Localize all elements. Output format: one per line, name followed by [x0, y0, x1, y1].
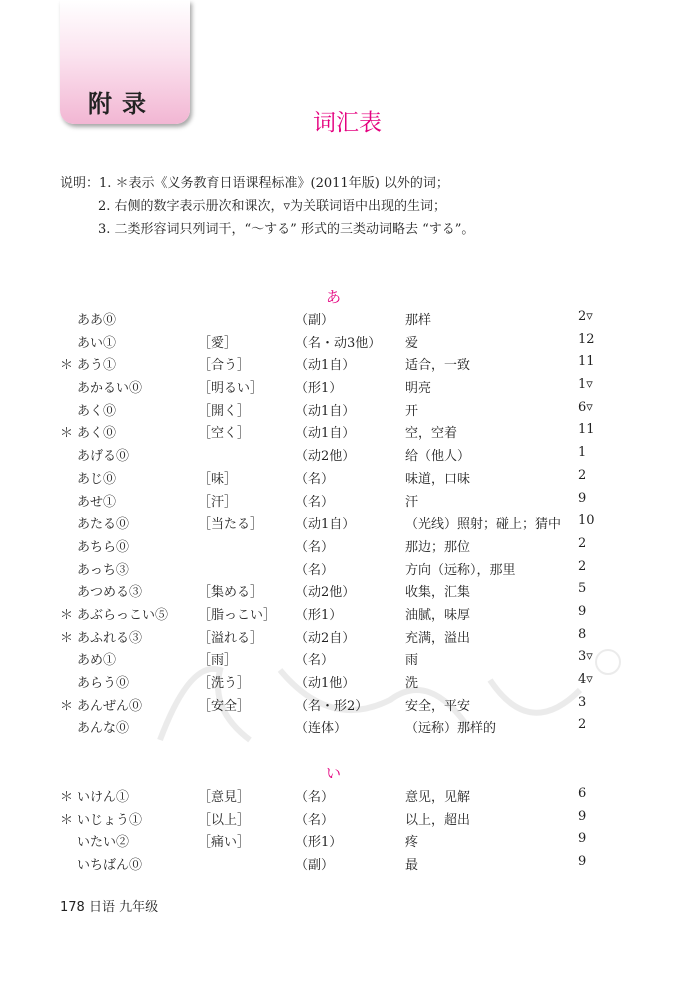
section-head-a: あ [325, 288, 341, 306]
vocab-star: ＊ [60, 812, 74, 828]
notes [60, 172, 474, 241]
vocab-pos: （动2自） [295, 630, 356, 646]
vocab-kana: あめ① [77, 653, 117, 669]
vocab-lesson: 9 [578, 603, 587, 619]
vocab-kana: いたい② [77, 835, 130, 851]
vocab-star: ＊ [60, 698, 74, 714]
vocab-pos: （名・动3他） [295, 335, 382, 351]
vocab-lesson: 9 [578, 854, 587, 870]
vocab-row [0, 577, 695, 600]
vocab-row [0, 668, 695, 691]
vocab-kana: あく⓪ [77, 426, 117, 442]
vocab-pos: （形1） [295, 835, 343, 851]
page-number: 178 [60, 900, 85, 915]
vocab-kana: あつめる③ [77, 585, 143, 601]
vocab-row [0, 782, 695, 805]
vocab-lesson: 5 [578, 581, 587, 597]
vocab-meaning: 汗 [405, 494, 419, 510]
vocab-lesson: 6 [578, 786, 587, 801]
vocab-kanji: ［脂っこい］ [198, 607, 277, 623]
note-2: 2. 右侧的数字表示册次和课次，▿为关联词语中出现的生词； [98, 199, 447, 214]
vocab-meaning: 疼 [405, 835, 419, 851]
vocab-meaning: 爱 [405, 335, 419, 351]
vocab-kanji: ［愛］ [198, 335, 238, 351]
vocab-row [0, 805, 695, 828]
section-head-i: い [325, 764, 341, 782]
note-3: 3. 二类形容词只列词干，“〜する” 形式的三类动词略去 “する”。 [98, 222, 475, 237]
footer [60, 896, 158, 915]
vocab-star: ＊ [60, 630, 74, 646]
book-title: 日语 九年级 [88, 900, 159, 915]
vocab-row [0, 396, 695, 419]
page-title: 词汇表 [313, 110, 382, 136]
vocab-row [0, 600, 695, 623]
vocab-meaning: 那边；那位 [405, 539, 471, 555]
vocab-kana: いけん① [77, 790, 130, 805]
vocab-lesson: 2 [578, 467, 587, 483]
vocab-row [0, 691, 695, 714]
vocab-kana: あぶらっこい⑤ [77, 607, 169, 623]
vocab-kana: あい① [77, 335, 117, 351]
vocab-pos: （动1他） [295, 676, 356, 691]
vocab-lesson: 2 [578, 558, 587, 574]
vocab-kana: あんぜん⓪ [77, 698, 143, 714]
vocab-lesson: 10 [578, 513, 595, 529]
vocab-meaning: 给（他人） [405, 449, 471, 465]
vocab-lesson: 2 [578, 535, 587, 551]
vocab-pos: （名） [295, 471, 335, 487]
vocab-kanji: ［当たる］ [198, 517, 264, 533]
vocab-kana: あく⓪ [77, 403, 117, 419]
vocab-pos: （名） [295, 790, 335, 805]
vocab-kana: あちら⓪ [77, 539, 130, 555]
vocab-meaning: （光线）照射；碰上；猜中 [405, 517, 562, 533]
vocab-lesson: 2▿ [578, 309, 593, 324]
vocab-kana: あせ① [77, 494, 117, 510]
vocab-meaning: 空，空着 [405, 426, 458, 442]
vocab-pos: （动1自） [295, 426, 356, 442]
vocab-pos: （动1自） [295, 517, 356, 533]
vocab-pos: （形1） [295, 381, 343, 397]
vocab-lesson: 2 [578, 717, 587, 733]
vocab-row [0, 850, 695, 873]
vocab-kanji: ［汗］ [198, 494, 238, 510]
vocab-kana: あかるい⓪ [77, 381, 143, 397]
vocab-meaning: 适合，一致 [405, 358, 471, 374]
vocab-meaning: 安全，平安 [405, 698, 471, 714]
vocab-kana: あふれる③ [77, 630, 143, 646]
vocab-row [0, 350, 695, 373]
vocab-pos: （动1自） [295, 358, 356, 374]
vocab-row [0, 464, 695, 487]
vocab-meaning: 充满，溢出 [405, 630, 471, 646]
vocab-meaning: 以上，超出 [405, 812, 471, 828]
vocab-kana: あたる⓪ [77, 517, 130, 533]
vocab-row [0, 328, 695, 351]
vocab-list-a [0, 305, 695, 736]
vocab-meaning: 收集，汇集 [405, 585, 471, 601]
vocab-list-i [0, 782, 695, 873]
vocab-pos: （名・形2） [295, 698, 369, 714]
vocab-kanji: ［雨］ [198, 653, 238, 669]
vocab-pos: （连体） [295, 721, 348, 737]
note-1: 说明：1. ＊表示《义务教育日语课程标准》(2011年版) 以外的词； [60, 176, 449, 191]
vocab-meaning: 明亮 [405, 381, 432, 397]
vocab-pos: （名） [295, 562, 335, 578]
vocab-row [0, 827, 695, 850]
vocab-meaning: 意见，见解 [405, 790, 471, 805]
vocab-meaning: 方向（远称），那里 [405, 562, 516, 578]
vocab-lesson: 9 [578, 831, 587, 847]
vocab-meaning: 那样 [405, 313, 432, 328]
vocab-lesson: 3 [578, 694, 587, 710]
vocab-row [0, 532, 695, 555]
vocab-lesson: 12 [578, 331, 595, 347]
vocab-meaning: 洗 [405, 676, 419, 691]
vocab-kana: あう① [77, 358, 117, 374]
vocab-meaning: 开 [405, 403, 419, 419]
vocab-kana: あんな⓪ [77, 721, 130, 737]
vocab-lesson: 1 [578, 445, 587, 461]
vocab-star: ＊ [60, 790, 74, 805]
vocab-star: ＊ [60, 358, 74, 374]
vocab-kana: あげる⓪ [77, 449, 130, 465]
appendix-label: 附录 [88, 90, 156, 118]
vocab-star: ＊ [60, 607, 74, 623]
vocab-kanji: ［溢れる］ [198, 630, 264, 646]
vocab-row [0, 441, 695, 464]
vocab-kana: あっち③ [77, 562, 129, 578]
vocab-kana: ああ⓪ [77, 313, 117, 328]
vocab-lesson: 1▿ [578, 377, 593, 393]
vocab-kanji: ［空く］ [198, 426, 251, 442]
vocab-pos: （名） [295, 653, 335, 669]
vocab-meaning: 雨 [405, 653, 419, 669]
vocab-pos: （名） [295, 812, 335, 828]
vocab-pos: （副） [295, 313, 335, 328]
vocab-kanji: ［合う］ [198, 358, 251, 374]
vocab-lesson: 8 [578, 626, 587, 642]
vocab-meaning: （远称）那样的 [405, 721, 497, 737]
vocab-lesson: 9 [578, 808, 587, 824]
vocab-kanji: ［意見］ [198, 790, 251, 805]
vocab-pos: （名） [295, 539, 335, 555]
vocab-kana: あじ⓪ [77, 471, 117, 487]
vocab-row [0, 487, 695, 510]
vocab-kanji: ［集める］ [198, 585, 264, 601]
vocab-pos: （形1） [295, 607, 343, 623]
vocab-star: ＊ [60, 426, 74, 442]
vocab-pos: （动2他） [295, 585, 356, 601]
vocab-lesson: 9 [578, 490, 587, 506]
vocab-pos: （名） [295, 494, 335, 510]
vocab-meaning: 油腻，味厚 [405, 607, 471, 623]
vocab-lesson: 6▿ [578, 399, 593, 415]
vocab-kanji: ［開く］ [198, 403, 251, 419]
vocab-pos: （副） [295, 858, 335, 874]
vocab-row [0, 509, 695, 532]
vocab-meaning: 味道，口味 [405, 471, 471, 487]
vocab-kanji: ［以上］ [198, 812, 251, 828]
vocab-row [0, 418, 695, 441]
vocab-row [0, 645, 695, 668]
vocab-kanji: ［味］ [198, 471, 238, 487]
vocab-row [0, 623, 695, 646]
vocab-row [0, 713, 695, 736]
vocab-kana: あらう⓪ [77, 676, 130, 691]
vocab-kanji: ［洗う］ [198, 676, 251, 691]
vocab-lesson: 3▿ [578, 649, 593, 665]
vocab-kanji: ［安全］ [198, 698, 251, 714]
vocab-kana: いちばん⓪ [77, 858, 143, 874]
vocab-lesson: 11 [578, 354, 595, 370]
vocab-row [0, 373, 695, 396]
vocab-lesson: 4▿ [578, 672, 593, 687]
vocab-lesson: 11 [578, 422, 595, 438]
vocab-kana: いじょう① [77, 812, 143, 828]
vocab-pos: （动2他） [295, 449, 356, 465]
vocab-pos: （动1自） [295, 403, 356, 419]
vocab-meaning: 最 [405, 858, 419, 874]
vocab-row [0, 305, 695, 328]
vocab-kanji: ［明るい］ [198, 381, 264, 397]
vocab-row [0, 555, 695, 578]
vocab-kanji: ［痛い］ [198, 835, 251, 851]
